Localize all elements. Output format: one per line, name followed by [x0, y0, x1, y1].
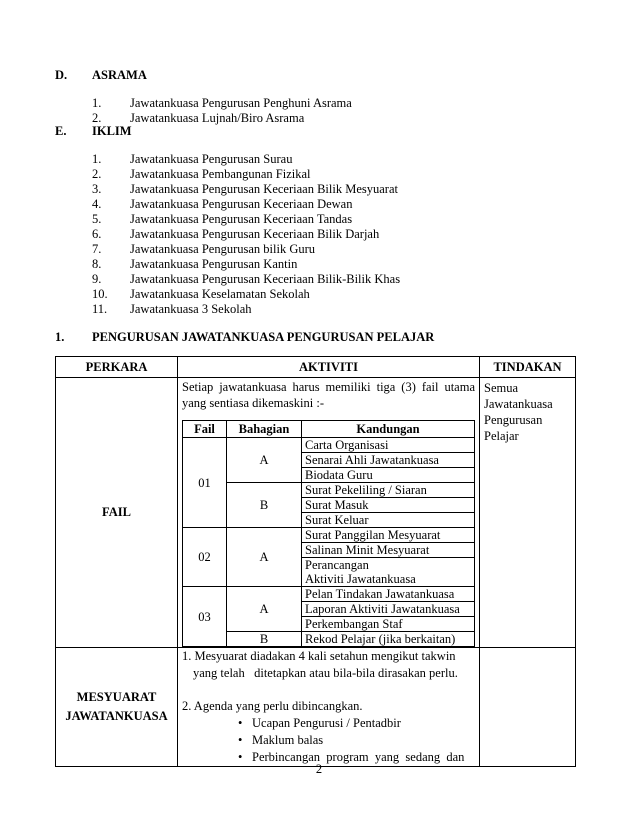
- list-item-number: 4.: [92, 197, 102, 211]
- tindakan-mesyuarat: [480, 648, 576, 767]
- fail-number: 03: [183, 587, 227, 647]
- mesyuarat-point-2: 2. Agenda yang perlu dibincangkan.: [182, 699, 363, 713]
- list-item: Jawatankuasa Pengurusan Keceriaan Bilik Darjah: [130, 227, 380, 241]
- section-d-title: ASRAMA: [92, 68, 147, 82]
- bahagian-label: A: [227, 438, 302, 483]
- agenda-item: • Ucapan Pengurusi / Pentadbir: [182, 715, 475, 732]
- list-item: Jawatankuasa Lujnah/Biro Asrama: [130, 111, 305, 125]
- header-aktiviti: AKTIVITI: [178, 357, 480, 378]
- perkara-mesyuarat: MESYUARAT JAWATANKUASA: [56, 648, 178, 767]
- header-perkara: PERKARA: [56, 357, 178, 378]
- bahagian-label: B: [227, 632, 302, 647]
- list-item-number: 10.: [92, 287, 108, 301]
- kandungan-item: Laporan Aktiviti Jawatankuasa: [302, 602, 475, 617]
- fail-contents-table: [182, 420, 475, 647]
- inner-header-fail: Fail: [183, 421, 227, 438]
- fail-number: 02: [183, 528, 227, 587]
- management-table: [55, 356, 576, 767]
- section-1-number: 1.: [55, 330, 65, 344]
- list-item-number: 8.: [92, 257, 102, 271]
- list-item-number: 5.: [92, 212, 102, 226]
- list-item: Jawatankuasa Pengurusan Surau: [130, 152, 293, 166]
- agenda-list: [182, 715, 475, 766]
- kandungan-item: Pelan Tindakan Jawatankuasa: [302, 587, 475, 602]
- list-item-number: 1.: [92, 96, 102, 110]
- kandungan-item: Surat Masuk: [302, 498, 475, 513]
- kandungan-item: Perancangan Aktiviti Jawatankuasa: [302, 558, 475, 587]
- list-item: Jawatankuasa Pengurusan Keceriaan Bilik Mesyuarat: [130, 182, 398, 196]
- section-e-letter: E.: [55, 124, 67, 138]
- aktiviti-fail: [178, 378, 480, 648]
- list-item-number: 2.: [92, 167, 102, 181]
- mesyuarat-point-1-cont: yang telah ditetapkan atau bila-bila dirasakan perlu.: [193, 666, 458, 680]
- kandungan-item: Surat Panggilan Mesyuarat: [302, 528, 475, 543]
- list-item-number: 3.: [92, 182, 102, 196]
- kandungan-item: Salinan Minit Mesyuarat: [302, 543, 475, 558]
- list-item-number: 1.: [92, 152, 102, 166]
- list-item-number: 11.: [92, 302, 108, 316]
- list-item: Jawatankuasa Pengurusan bilik Guru: [130, 242, 316, 256]
- tindakan-fail: Semua Jawatankuasa Pengurusan Pelajar: [480, 378, 576, 648]
- fail-intro: Setiap jawatankuasa harus memiliki tiga (3) fail utama yang sentiasa dikemaskini :-: [182, 380, 475, 410]
- kandungan-item: Biodata Guru: [302, 468, 475, 483]
- section-d-letter: D.: [55, 68, 68, 82]
- mesyuarat-point-1: 1. Mesyuarat diadakan 4 kali setahun mengikut takwin: [182, 649, 456, 663]
- aktiviti-mesyuarat: [178, 648, 480, 767]
- page-number: 2: [315, 762, 323, 776]
- agenda-item: • Maklum balas: [182, 732, 475, 749]
- list-item: Jawatankuasa Pengurusan Kantin: [130, 257, 298, 271]
- kandungan-item: Perkembangan Staf: [302, 617, 475, 632]
- list-item-number: 9.: [92, 272, 102, 286]
- kandungan-item: Carta Organisasi: [302, 438, 475, 453]
- kandungan-item: Rekod Pelajar (jika berkaitan): [302, 632, 475, 647]
- bahagian-label: A: [227, 587, 302, 632]
- list-item: Jawatankuasa Pengurusan Penghuni Asrama: [130, 96, 352, 110]
- kandungan-item: Surat Pekeliling / Siaran: [302, 483, 475, 498]
- list-item: Jawatankuasa 3 Sekolah: [130, 302, 252, 316]
- agenda-item: • Perbincangan program yang sedang dan: [182, 749, 475, 766]
- kandungan-item: Senarai Ahli Jawatankuasa: [302, 453, 475, 468]
- list-item: Jawatankuasa Pengurusan Keceriaan Dewan: [130, 197, 353, 211]
- header-tindakan: TINDAKAN: [480, 357, 576, 378]
- inner-header-kandungan: Kandungan: [302, 421, 475, 438]
- list-item-number: 7.: [92, 242, 102, 256]
- list-item: Jawatankuasa Pembangunan Fizikal: [130, 167, 311, 181]
- list-item-number: 2.: [92, 111, 102, 125]
- inner-header-bahagian: Bahagian: [227, 421, 302, 438]
- bahagian-label: B: [227, 483, 302, 528]
- perkara-fail: FAIL: [56, 378, 178, 648]
- list-item: Jawatankuasa Keselamatan Sekolah: [130, 287, 310, 301]
- list-item: Jawatankuasa Pengurusan Keceriaan Tandas: [130, 212, 353, 226]
- kandungan-item: Surat Keluar: [302, 513, 475, 528]
- list-item: Jawatankuasa Pengurusan Keceriaan Bilik-Bilik Khas: [130, 272, 401, 286]
- bahagian-label: A: [227, 528, 302, 587]
- section-1-title: PENGURUSAN JAWATANKUASA PENGURUSAN PELAJAR: [92, 330, 435, 344]
- list-item-number: 6.: [92, 227, 102, 241]
- fail-number: 01: [183, 438, 227, 528]
- section-e-title: IKLIM: [92, 124, 132, 138]
